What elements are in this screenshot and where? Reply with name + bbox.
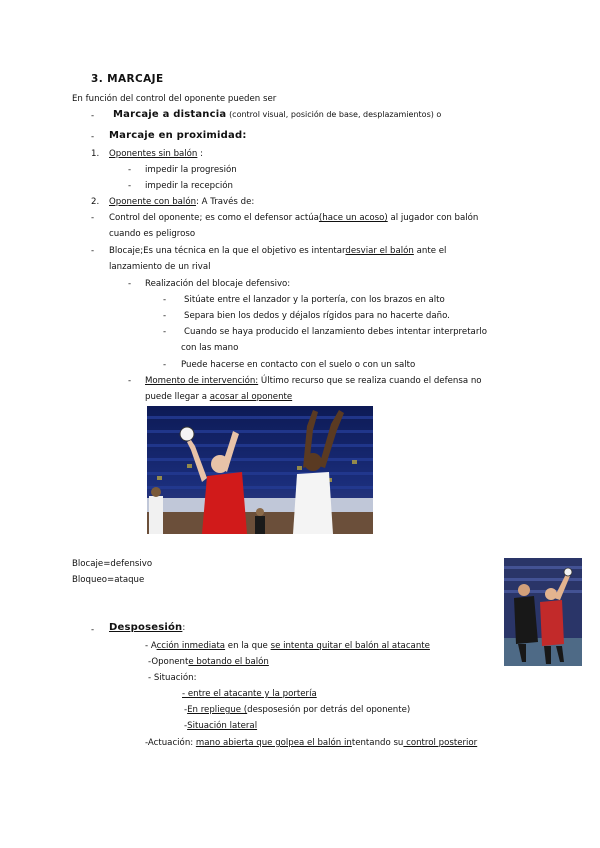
control-text: Control del oponente; es como el defensor actúa [109, 213, 319, 223]
bullet: - [163, 360, 167, 370]
control-line [109, 213, 478, 223]
desposesion-label: Desposesión [109, 622, 183, 633]
accion-underlined-2: se intenta quitar el balón al atacante [270, 641, 430, 651]
oponentes-sin-balon [109, 149, 203, 159]
situacion-item: - entre el atacante y la portería [182, 689, 317, 699]
oponente-con-balon-rest: : A Través de: [196, 197, 255, 207]
handball-block-photo [147, 406, 373, 534]
accion-prefix: - A [145, 641, 157, 651]
realizacion-label: Realización del blocaje defensivo: [145, 279, 291, 289]
section-title: 3. MARCAJE [91, 73, 164, 85]
handball-duel-photo [504, 558, 582, 666]
oponente-prefix: -Oponent [148, 657, 189, 667]
repliegue-line [184, 705, 410, 715]
accion-mid: en la que [225, 641, 271, 651]
bullet: - [91, 246, 95, 256]
blocaje-line [109, 246, 446, 256]
definition-blocaje: Blocaje=defensivo [72, 559, 153, 569]
actuacion-mid: tentando su [351, 738, 404, 748]
blocaje-text: Blocaje;Es una técnica en la que el objetivo es intentar [109, 246, 346, 256]
blocaje-tip-cont: con las mano [181, 343, 239, 353]
momento-underlined: acosar al oponente [209, 392, 293, 402]
lateral-line [184, 721, 257, 731]
blocaje-tip: Sitúate entre el lanzador y la portería, con los brazos en alto [184, 295, 445, 305]
oponente-con-balon [109, 197, 254, 207]
marcaje-distancia-detail: (control visual, posición de base, desplazamientos) o [229, 110, 442, 119]
sin-balon-item: impedir la recepción [145, 181, 233, 191]
momento-label: Momento de intervención: [145, 376, 259, 386]
bullet: - [128, 165, 132, 175]
actuacion-line [145, 738, 477, 748]
list-number: 2. [91, 197, 100, 207]
colon: : [197, 149, 204, 159]
bullet: - [163, 311, 167, 321]
blocaje-line-2: lanzamiento de un rival [109, 262, 211, 272]
blocaje-underlined: desviar el balón [345, 246, 414, 256]
list-number: 1. [91, 149, 100, 159]
bullet: - [128, 376, 132, 386]
colon: : [182, 623, 186, 633]
repliegue-underlined: En repliegue ( [187, 705, 248, 715]
blocaje-text-post: ante el [416, 246, 447, 256]
actuacion-prefix: -Actuación: [145, 738, 196, 748]
momento-text-2: puede llegar a [145, 392, 210, 402]
bullet: - [163, 327, 167, 337]
bullet: - [91, 213, 95, 223]
desposesion-heading [109, 622, 185, 633]
repliegue-text: desposesión por detrás del oponente) [247, 705, 411, 715]
oponente-con-balon-label: Oponente con balón [109, 197, 197, 207]
marcaje-distancia-label: Marcaje a distancia [113, 109, 227, 120]
oponentes-sin-balon-label: Oponentes sin balón [109, 149, 198, 159]
definition-bloqueo: Bloqueo=ataque [72, 575, 145, 585]
lateral-prefix: - [184, 721, 188, 731]
sin-balon-item: impedir la progresión [145, 165, 237, 175]
bullet: - [91, 625, 95, 635]
repliegue-prefix: - [184, 705, 188, 715]
accion-underlined: cción inmediata [156, 641, 226, 651]
situacion-label: - Situación: [148, 673, 197, 683]
marcaje-proximidad-label: Marcaje en proximidad: [109, 130, 247, 141]
marcaje-distancia [113, 109, 441, 120]
bullet: - [128, 279, 132, 289]
momento-text: Último recurso que se realiza cuando el defensa no [260, 376, 482, 386]
actuacion-underlined: mano abierta que golpea el balón in [195, 738, 352, 748]
bullet: - [163, 295, 167, 305]
control-underlined: (hace un acoso) [318, 213, 388, 223]
control-line-2: cuando es peligroso [109, 229, 196, 239]
momento-line-2 [145, 392, 292, 402]
bullet: - [91, 132, 95, 142]
oponente-underlined: e botando el balón [188, 657, 269, 667]
intro-text: En función del control del oponente pueden ser [72, 94, 277, 104]
accion-line [145, 641, 430, 651]
momento-line [145, 376, 482, 386]
control-text-post: al jugador con balón [390, 213, 479, 223]
actuacion-underlined-2: control posterior [403, 738, 478, 748]
blocaje-tip: Cuando se haya producido el lanzamiento debes intentar interpretarlo [184, 327, 488, 337]
bullet: - [91, 111, 95, 121]
bullet: - [128, 181, 132, 191]
blocaje-tip: Puede hacerse en contacto con el suelo o con un salto [181, 360, 416, 370]
blocaje-tip: Separa bien los dedos y déjalos rígidos para no hacerte daño. [184, 311, 450, 321]
oponente-line [148, 657, 269, 667]
lateral-underlined: Situación lateral [187, 721, 258, 731]
